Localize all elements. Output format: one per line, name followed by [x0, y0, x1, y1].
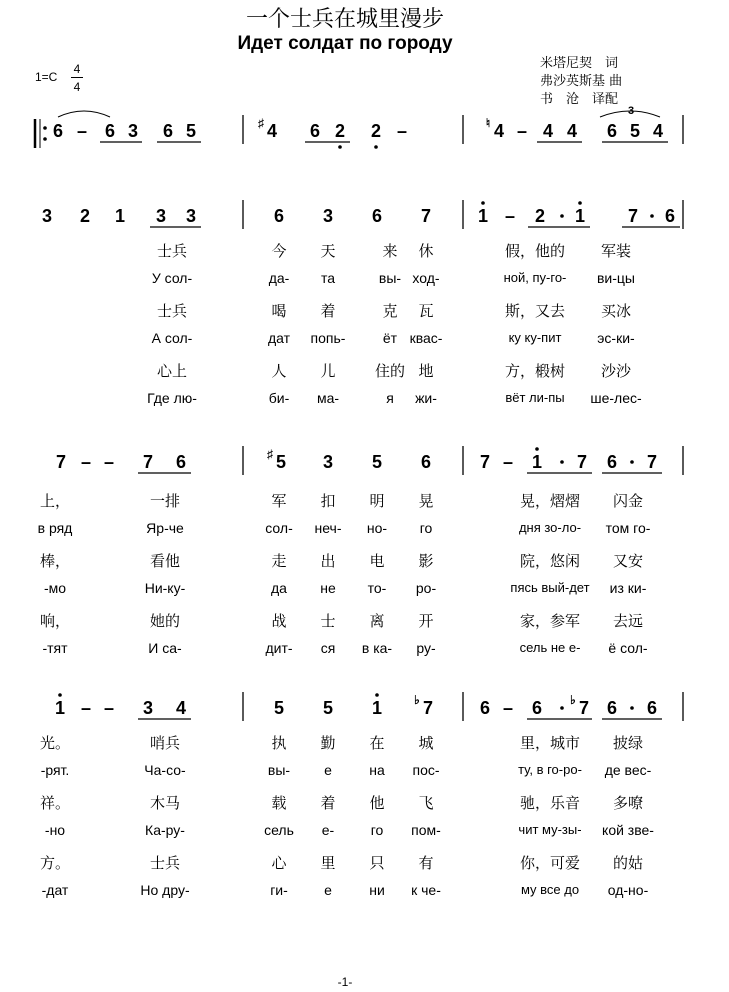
note-s0-7: 6 [309, 121, 321, 141]
lyric-s2-r0-w6: 晃，熠熠 [519, 492, 580, 510]
repeat-dot-lower [43, 137, 47, 141]
lyric-s1-r2-w0: 士兵 [156, 302, 187, 320]
note-s1-4: 3 [185, 206, 197, 226]
note-s3-9: 6 [479, 698, 491, 718]
lyric-s1-r0-w2: 天 [320, 242, 336, 260]
lyric-s3-r4-w4: 只 [369, 854, 385, 872]
lyric-s3-r3-w1: Ка-ру- [145, 822, 185, 838]
note-s2-10: – [502, 452, 514, 472]
lyric-s3-r0-w0: 光。 [39, 734, 70, 752]
lyric-s1-r4-w2: 儿 [320, 362, 336, 380]
lyric-s1-r5-w5: вёт ли-пы [505, 390, 565, 405]
note-s3-0: 1 [54, 698, 66, 718]
lyric-s1-r0-w6: 军装 [600, 242, 631, 260]
lyric-s1-r0-w4: 休 [418, 242, 434, 260]
note-s0-6: 4 [266, 121, 278, 141]
lyric-s2-r3-w3: не [320, 580, 336, 596]
lyric-s2-r4-w5: 开 [418, 612, 434, 630]
lyric-s3-r3-w4: го [370, 822, 384, 838]
lyric-s2-r4-w3: 士 [320, 612, 336, 630]
key-signature: 1=C [35, 70, 58, 84]
note-s0-8: 2 [334, 121, 346, 141]
lyric-s1-r1-w5: ной, пу-го- [503, 270, 567, 285]
lyric-s1-r1-w3: вы- [378, 270, 402, 286]
lyric-s3-r4-w0: 方。 [39, 854, 70, 872]
note-s3-5: 5 [273, 698, 285, 718]
lyric-s2-r5-w4: в ка- [361, 640, 393, 656]
lyric-s2-r3-w7: из ки- [609, 580, 647, 596]
lyric-s2-r3-w5: ро- [415, 580, 437, 596]
lyric-s1-r3-w3: ёт [382, 330, 398, 346]
note-s3-2: – [103, 698, 115, 718]
lyric-s3-r5-w5: к че- [411, 882, 441, 898]
dot-s3-15 [630, 706, 634, 710]
lyric-s1-r2-w4: 瓦 [418, 302, 434, 320]
lyric-s3-r2-w7: 多嘹 [612, 794, 643, 812]
lyric-s2-r5-w6: сель не е- [519, 640, 581, 655]
time-signature-top: 4 [73, 62, 81, 76]
lyric-s3-r2-w0: 祥。 [39, 794, 70, 812]
song-title-russian: Идет солдат по городу [237, 33, 453, 54]
lyric-s2-r0-w1: 一排 [149, 492, 180, 510]
note-s0-3: 3 [127, 121, 139, 141]
lyric-s2-r0-w2: 军 [271, 492, 287, 510]
lyric-s3-r5-w4: ни [369, 882, 385, 898]
lyric-s2-r2-w7: 又安 [612, 552, 643, 570]
lyric-s2-r2-w1: 看他 [149, 552, 180, 570]
note-s2-7: 5 [371, 452, 383, 472]
lyric-s1-r1-w1: да- [268, 270, 290, 286]
lyric-s3-r5-w0: -дат [41, 882, 69, 898]
lyric-s2-r0-w7: 闪金 [612, 492, 643, 510]
lyric-s1-r5-w0: Где лю- [147, 390, 197, 406]
dot-s2-12 [560, 460, 564, 464]
note-s1-5: 6 [273, 206, 285, 226]
lyric-s1-r1-w0: У сол- [151, 270, 193, 286]
note-s1-8: 7 [420, 206, 432, 226]
lyric-s1-r0-w5: 假，他的 [504, 242, 565, 260]
lyric-s2-r4-w1: 她的 [149, 612, 180, 630]
lyric-s2-r5-w1: И са- [148, 640, 182, 656]
high-dot-s1-b [578, 201, 582, 205]
composer-credit: 弗沙英斯基 曲 [540, 74, 623, 89]
note-s0-2: 6 [104, 121, 116, 141]
note-s0-13: 4 [542, 121, 554, 141]
accidental-s2-5: ♯ [267, 447, 273, 461]
lyric-s2-r5-w7: ё сол- [608, 640, 648, 656]
note-s1-3: 3 [155, 206, 167, 226]
lyric-s3-r5-w1: Но дру- [140, 882, 190, 898]
lyric-s3-r5-w6: му все до [520, 882, 580, 897]
lyric-s1-r2-w6: 买冰 [600, 302, 631, 320]
dot-s1-12 [560, 214, 564, 218]
note-s3-10: – [502, 698, 514, 718]
note-s1-13: 1 [574, 206, 586, 226]
lyric-s2-r3-w6: пясь вый-дет [510, 580, 590, 595]
lyric-s2-r3-w0: -мо [43, 580, 67, 596]
note-s0-5: 5 [185, 121, 197, 141]
lyric-s2-r2-w3: 出 [320, 552, 336, 570]
triplet-mark: 3 [627, 105, 635, 117]
lyric-s2-r4-w2: 战 [271, 612, 287, 630]
lyric-s2-r2-w5: 影 [418, 552, 434, 570]
repeat-dot-upper [43, 126, 47, 130]
high-dot-s3-b [375, 693, 379, 697]
lyric-s3-r1-w7: де вес- [604, 762, 652, 778]
lyric-s1-r1-w6: ви-цы [596, 270, 635, 286]
lyric-s3-r1-w3: е [324, 762, 332, 778]
lyric-s1-r5-w2: ма- [316, 390, 340, 406]
lyric-s1-r3-w5: ку ку-пит [508, 330, 562, 345]
lyric-s2-r0-w0: 上， [39, 492, 70, 510]
note-s2-3: 7 [142, 452, 154, 472]
note-s3-6: 5 [322, 698, 334, 718]
note-s3-14: 6 [606, 698, 618, 718]
lyricist-credit: 米塔尼契 词 [540, 56, 619, 71]
lyric-s2-r1-w1: Яр-че [146, 520, 184, 536]
lyric-s2-r4-w0: 响， [39, 612, 70, 630]
note-s2-8: 6 [420, 452, 432, 472]
accidental-s3-13: ♭ [570, 693, 576, 707]
lyric-s3-r0-w2: 执 [271, 734, 287, 752]
note-s1-14: 7 [627, 206, 639, 226]
note-s2-11: 1 [531, 452, 543, 472]
lyric-s3-r2-w4: 他 [369, 794, 385, 812]
accidental-s3-8: ♭ [414, 693, 420, 707]
lyric-s2-r1-w0: в ряд [37, 520, 73, 536]
note-s2-16: 7 [646, 452, 658, 472]
note-s1-11: 2 [534, 206, 546, 226]
lyric-s2-r0-w5: 晃 [418, 492, 434, 510]
lyric-s3-r2-w6: 驰，乐音 [519, 794, 580, 812]
note-s2-14: 6 [606, 452, 618, 472]
note-s1-10: – [504, 206, 516, 226]
time-signature-bottom: 4 [73, 80, 81, 94]
note-s1-1: 2 [79, 206, 91, 226]
note-s1-16: 6 [664, 206, 676, 226]
lyric-s1-r4-w1: 人 [271, 362, 287, 380]
song-title-chinese: 一个士兵在城里漫步 [245, 7, 444, 32]
high-dot-s1-a [481, 201, 485, 205]
lyric-s3-r0-w5: 城 [418, 734, 434, 752]
lyric-s3-r4-w2: 心 [271, 854, 287, 872]
lyric-s1-r3-w6: эс-ки- [597, 330, 635, 346]
lyric-s3-r3-w2: сель [264, 822, 294, 838]
lyric-s2-r2-w4: 电 [369, 552, 385, 570]
note-s1-7: 6 [371, 206, 383, 226]
lyric-s3-r0-w6: 里，城市 [519, 734, 580, 752]
note-s2-6: 3 [322, 452, 334, 472]
lyric-s2-r0-w4: 明 [369, 492, 385, 510]
note-s3-16: 6 [646, 698, 658, 718]
page-number: -1- [337, 975, 353, 989]
lyric-s3-r0-w7: 披绿 [612, 734, 643, 752]
note-s2-1: – [80, 452, 92, 472]
note-s2-2: – [103, 452, 115, 472]
lyric-s2-r2-w0: 棒， [39, 552, 70, 570]
lyric-s1-r2-w1: 喝 [271, 302, 287, 320]
note-s3-4: 4 [175, 698, 187, 718]
lyric-s1-r5-w3: я [386, 390, 394, 406]
lyric-s3-r5-w2: ги- [270, 882, 288, 898]
low-dot-s0-b [374, 145, 378, 149]
note-s0-0: 6 [52, 121, 64, 141]
lyric-s2-r4-w6: 家，参军 [519, 612, 580, 630]
lyric-s2-r2-w2: 走 [271, 552, 287, 570]
lyric-s1-r2-w3: 克 [382, 302, 398, 320]
note-s2-0: 7 [55, 452, 67, 472]
lyric-s2-r5-w2: дит- [265, 640, 293, 656]
note-s2-5: 5 [275, 452, 287, 472]
lyric-s2-r5-w3: ся [320, 640, 336, 656]
lyric-s2-r3-w2: да [271, 580, 287, 596]
lyric-s2-r1-w2: сол- [265, 520, 293, 536]
accidental-s0-11: ♮ [485, 116, 491, 130]
lyric-s1-r4-w4: 地 [418, 362, 434, 380]
lyric-s1-r3-w1: дат [267, 330, 291, 346]
lyric-s1-r5-w6: ше-лес- [590, 390, 642, 406]
dot-s3-12 [560, 706, 564, 710]
lyric-s3-r1-w1: Ча-со- [144, 762, 186, 778]
lyric-s3-r4-w3: 里 [320, 854, 336, 872]
lyric-s2-r3-w1: Ни-ку- [144, 580, 186, 596]
lyric-s1-r4-w5: 方，椴树 [504, 362, 565, 380]
lyric-s1-r4-w3: 住的 [374, 362, 405, 380]
lyric-s1-r1-w4: ход- [412, 270, 440, 286]
note-s0-10: – [396, 121, 408, 141]
lyric-s3-r3-w6: чит му-зы- [518, 822, 582, 837]
accidental-s0-6: ♯ [258, 116, 264, 130]
lyric-s1-r2-w5: 斯，又去 [504, 302, 565, 320]
note-s2-13: 7 [576, 452, 588, 472]
lyric-s1-r1-w2: та [320, 270, 336, 286]
lyric-s1-r5-w1: би- [268, 390, 290, 406]
dot-s2-15 [630, 460, 634, 464]
lyric-s2-r0-w3: 扣 [320, 492, 336, 510]
note-s0-12: – [516, 121, 528, 141]
lyric-s3-r2-w2: 载 [271, 794, 287, 812]
lyric-s2-r1-w7: том го- [605, 520, 651, 536]
note-s0-9: 2 [370, 121, 382, 141]
high-dot-s3-a [58, 693, 62, 697]
dot-s1-15 [650, 214, 654, 218]
note-s3-1: – [80, 698, 92, 718]
slur-s0-a [58, 111, 110, 117]
note-s0-14: 4 [566, 121, 578, 141]
lyric-s3-r4-w7: 的姑 [612, 854, 643, 872]
lyric-s3-r0-w1: 哨兵 [149, 734, 180, 752]
lyric-s2-r5-w0: -тят [42, 640, 68, 656]
lyric-s3-r0-w4: 在 [369, 734, 385, 752]
note-s2-9: 7 [479, 452, 491, 472]
lyric-s1-r4-w0: 心上 [156, 362, 187, 380]
high-dot-s2-a [535, 447, 539, 451]
lyric-s3-r3-w3: е- [321, 822, 335, 838]
lyric-s3-r0-w3: 勤 [320, 734, 336, 752]
lyric-s3-r5-w7: од-но- [607, 882, 649, 898]
lyric-s3-r3-w5: пом- [411, 822, 441, 838]
lyric-s1-r3-w2: попь- [310, 330, 346, 346]
lyric-s3-r4-w1: 士兵 [149, 854, 180, 872]
lyric-s3-r2-w3: 着 [320, 794, 336, 812]
lyric-s1-r0-w3: 来 [382, 242, 398, 260]
lyric-s3-r1-w6: ту, в го-ро- [518, 762, 582, 777]
lyric-s1-r2-w2: 着 [320, 302, 336, 320]
lyric-s3-r3-w7: кой зве- [602, 822, 654, 838]
lyric-s3-r4-w5: 有 [418, 854, 434, 872]
lyric-s1-r3-w4: квас- [409, 330, 443, 346]
low-dot-s0-a [338, 145, 342, 149]
lyric-s3-r2-w1: 木马 [149, 794, 180, 812]
note-s1-0: 3 [41, 206, 53, 226]
lyric-s2-r4-w4: 离 [369, 612, 385, 630]
note-s1-6: 3 [322, 206, 334, 226]
lyric-s2-r1-w5: го [419, 520, 433, 536]
note-s0-17: 4 [652, 121, 664, 141]
note-s3-7: 1 [371, 698, 383, 718]
lyric-s2-r4-w7: 去远 [612, 612, 643, 630]
lyric-s3-r1-w5: пос- [412, 762, 440, 778]
lyric-s3-r1-w4: на [369, 762, 385, 778]
lyric-s3-r1-w2: вы- [267, 762, 291, 778]
note-s3-8: 7 [422, 698, 434, 718]
note-s0-4: 6 [162, 121, 174, 141]
lyric-s3-r3-w0: -но [44, 822, 66, 838]
lyric-s3-r1-w0: -рят. [40, 762, 70, 778]
note-s0-11: 4 [493, 121, 505, 141]
lyric-s1-r0-w1: 今 [271, 242, 287, 260]
lyric-s2-r5-w5: ру- [416, 640, 436, 656]
note-s2-4: 6 [175, 452, 187, 472]
lyric-s1-r5-w4: жи- [415, 390, 437, 406]
lyric-s1-r4-w6: 沙沙 [600, 362, 631, 380]
lyric-s2-r2-w6: 院，悠闲 [519, 552, 580, 570]
lyric-s1-r0-w0: 士兵 [156, 242, 187, 260]
note-s0-16: 5 [629, 121, 641, 141]
note-s0-1: – [76, 121, 88, 141]
lyric-s3-r4-w6: 你，可爱 [519, 854, 580, 872]
lyric-s2-r1-w3: неч- [314, 520, 342, 536]
note-s1-2: 1 [114, 206, 126, 226]
lyric-s3-r5-w3: е [324, 882, 332, 898]
note-s0-15: 6 [606, 121, 618, 141]
translator-credit: 书 沧 译配 [540, 92, 619, 107]
lyric-s2-r1-w4: но- [366, 520, 388, 536]
lyric-s3-r2-w5: 飞 [418, 794, 434, 812]
lyric-s1-r3-w0: А сол- [151, 330, 193, 346]
note-s1-9: 1 [477, 206, 489, 226]
lyric-s2-r3-w4: то- [367, 580, 387, 596]
lyric-s2-r1-w6: дня зо-ло- [518, 520, 582, 535]
note-s3-11: 6 [531, 698, 543, 718]
note-s3-13: 7 [578, 698, 590, 718]
note-s3-3: 3 [142, 698, 154, 718]
